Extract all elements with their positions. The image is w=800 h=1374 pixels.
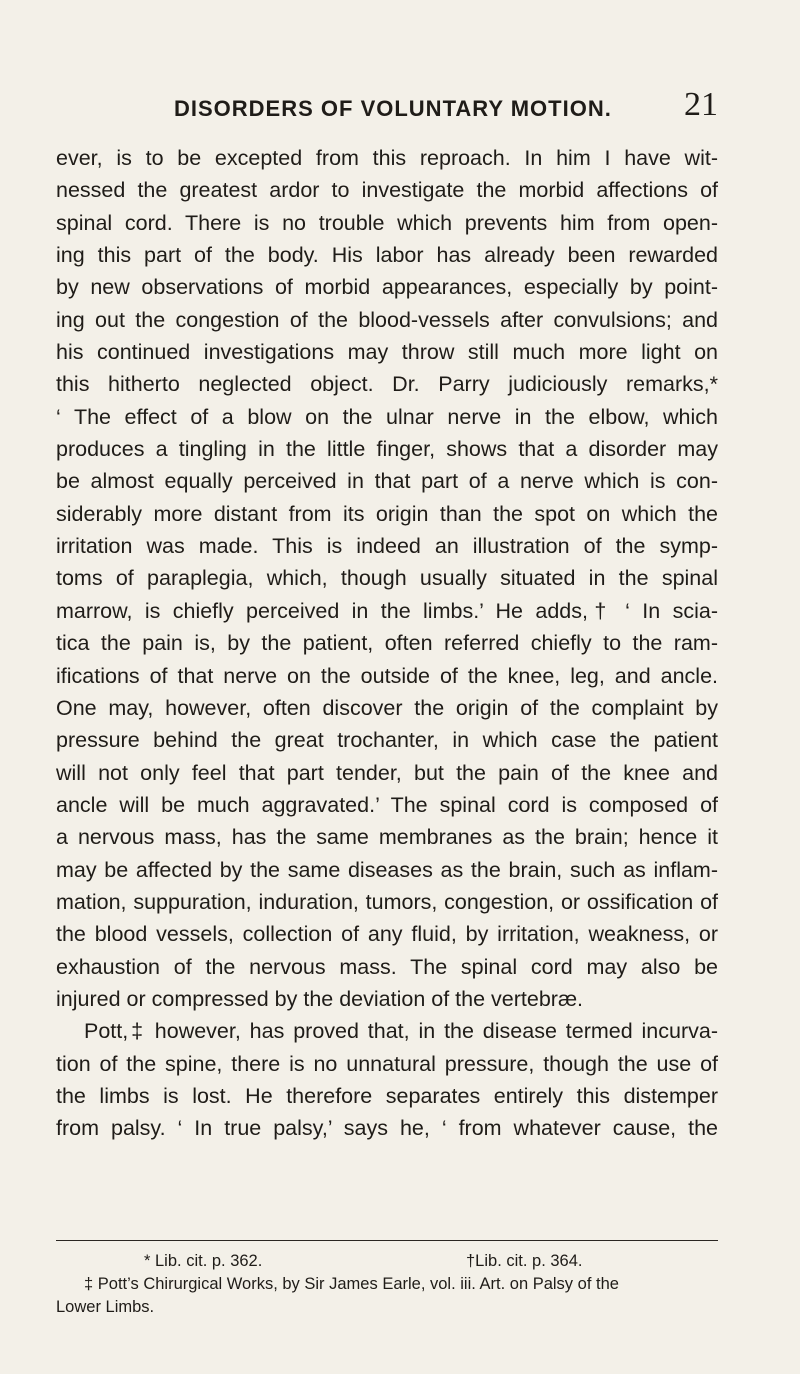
text-line: ‘ The effect of a blow on the ulnar nerve in the elbow, which	[56, 404, 718, 429]
running-head-title: DISORDERS OF VOLUNTARY MOTION.	[174, 96, 612, 121]
text-line: irritation was made. This is indeed an illustration of the symp-	[56, 534, 718, 559]
text-line: this hitherto neglected object. Dr. Parry judiciously remarks,*	[56, 372, 718, 397]
page-number: 21	[684, 86, 718, 123]
text-line: Pott,‡ however, has proved that, in the disease termed incurva-	[84, 1019, 718, 1044]
text-line: the blood vessels, collection of any fluid, by irritation, weakness, or	[56, 922, 718, 947]
body-text	[56, 142, 718, 1145]
text-line: spinal cord. There is no trouble which prevents him from open-	[56, 210, 718, 235]
text-line: exhaustion of the nervous mass. The spinal cord may also be	[56, 954, 718, 979]
text-line: a nervous mass, has the same membranes as the brain; hence it	[56, 825, 718, 850]
text-line: mation, suppuration, induration, tumors, congestion, or ossification of	[56, 889, 718, 914]
text-line: siderably more distant from its origin than the spot on which the	[56, 501, 718, 526]
text-line: may be affected by the same diseases as the brain, such as inflam-	[56, 857, 718, 882]
text-line: marrow, is chiefly perceived in the limbs.’ He adds,† ‘ In scia-	[56, 598, 718, 623]
text-line: produces a tingling in the little finger, shows that a disorder may	[56, 437, 718, 462]
footnote-star: * Lib. cit. p. 362.	[144, 1252, 263, 1270]
footnote-double-dagger: ‡ Pott’s Chirurgical Works, by Sir James Earle, vol. iii. Art. on Palsy of the	[84, 1275, 619, 1293]
text-line: will not only feel that part tender, but the pain of the knee and	[56, 760, 718, 785]
text-line: tica the pain is, by the patient, often referred chiefly to the ram-	[56, 631, 718, 656]
footnote-divider	[56, 1240, 718, 1241]
text-line: be almost equally perceived in that part of a nerve which is con-	[56, 469, 718, 494]
text-line: by new observations of morbid appearances, especially by point-	[56, 275, 718, 300]
text-line: from palsy. ‘ In true palsy,’ says he, ‘ from whatever cause, the	[56, 1116, 718, 1141]
text-line: ing out the congestion of the blood-vessels after convulsions; and	[56, 307, 718, 332]
text-line: ancle will be much aggravated.’ The spinal cord is composed of	[56, 792, 718, 817]
footnotes	[56, 1250, 718, 1319]
text-line: ing this part of the body. His labor has already been rewarded	[56, 243, 718, 268]
text-line: One may, however, often discover the origin of the complaint by	[56, 695, 718, 720]
text-line: ifications of that nerve on the outside of the knee, leg, and ancle.	[56, 663, 718, 688]
text-line: pressure behind the great trochanter, in which case the patient	[56, 728, 718, 753]
text-line: toms of paraplegia, which, though usually situated in the spinal	[56, 566, 718, 591]
text-line: nessed the greatest ardor to investigate the morbid affections of	[56, 178, 718, 203]
text-line: ever, is to be excepted from this reproach. In him I have wit-	[56, 146, 718, 170]
running-head	[124, 88, 718, 128]
text-line: tion of the spine, there is no unnatural pressure, though the use of	[56, 1051, 718, 1076]
text-line: injured or compressed by the deviation of the vertebræ.	[56, 986, 584, 1011]
footnote-double-dagger-continued: Lower Limbs.	[56, 1298, 155, 1316]
text-line: the limbs is lost. He therefore separates entirely this distemper	[56, 1083, 718, 1108]
text-line: his continued investigations may throw still much more light on	[56, 340, 718, 365]
footnote-dagger: †Lib. cit. p. 364.	[466, 1252, 583, 1270]
